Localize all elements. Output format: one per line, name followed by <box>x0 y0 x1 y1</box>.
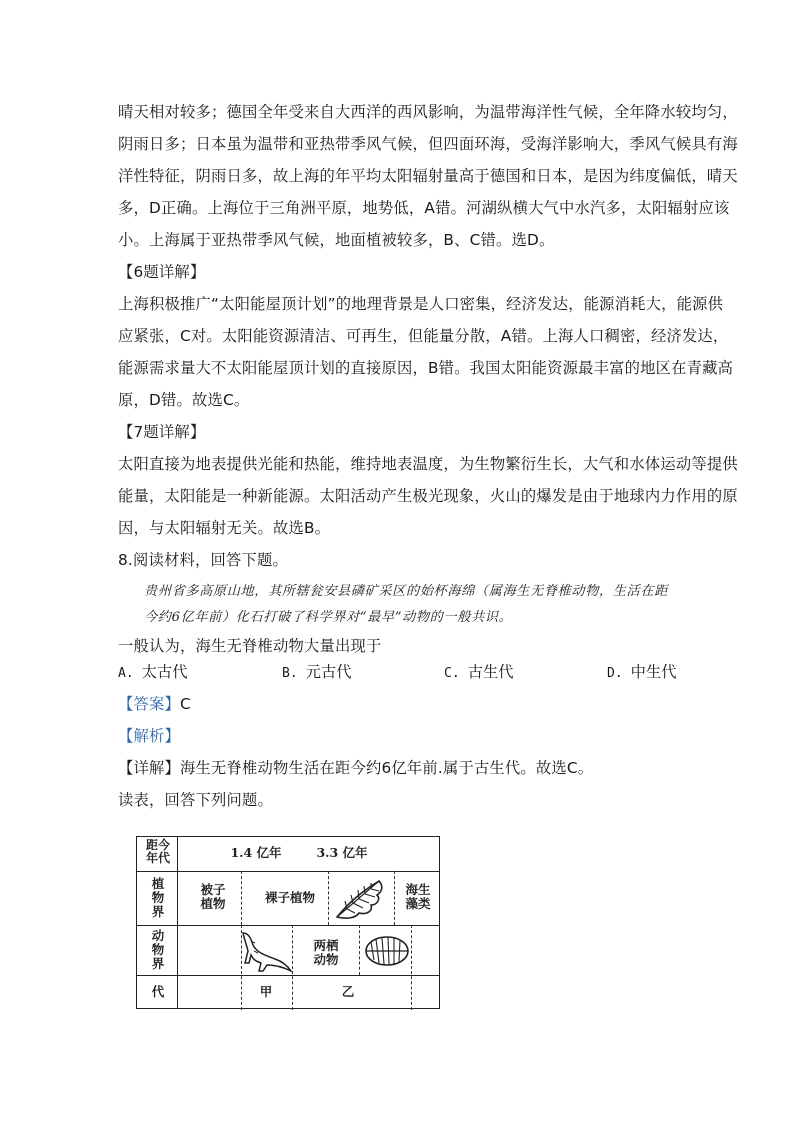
plant-marine-algae-label: 海生 藻类 <box>405 882 431 911</box>
option-letter: D. <box>607 666 623 681</box>
plant-gymnosperm-label: 裸子植物 <box>264 890 315 905</box>
q7-heading: 【7题详解】 <box>118 423 206 441</box>
trilobite-icon <box>363 933 411 969</box>
option-a <box>118 662 188 684</box>
row-header-time: 距今 年代 <box>145 838 170 865</box>
option-d <box>607 662 677 684</box>
detail-label: 【详解】 <box>118 759 180 777</box>
row-header-animals: 动 物 界 <box>151 928 165 971</box>
time-label-1: 1.4 亿年 <box>230 845 282 860</box>
table-row-divider <box>137 925 439 926</box>
reading-material-line: 今约6亿年前）化石打破了科学界对“最早”动物的一般共识。 <box>144 610 513 625</box>
row-header-era: 代 <box>151 984 165 999</box>
analysis-label: 【解析】 <box>118 727 180 745</box>
option-text: 元古代 <box>305 663 352 681</box>
text-line: 洋性特征，阴雨日多，故上海的年平均太阳辐射量高于德国和日本，是因为纬度偏低，晴天 <box>118 167 738 185</box>
option-letter: A. <box>118 666 134 681</box>
era-boundary-dash <box>241 871 242 925</box>
q8-question: 一般认为，海生无脊椎动物大量出现于 <box>118 637 382 655</box>
q6-heading: 【6题详解】 <box>118 263 206 281</box>
text-line: 能量，太阳能是一种新能源。太阳活动产生极光现象，火山的爆发是由于地球内力作用的原 <box>118 487 738 505</box>
table-row-divider <box>137 975 439 976</box>
table-column-divider <box>177 837 178 1008</box>
option-text: 中生代 <box>630 663 677 681</box>
fern-leaf-icon <box>333 875 389 921</box>
detail-line <box>118 758 593 778</box>
text-line: 原，D错。故选C。 <box>118 391 250 409</box>
plant-angiosperm-label: 被子 植物 <box>200 882 226 911</box>
option-text: 古生代 <box>467 663 514 681</box>
option-letter: C. <box>444 666 460 681</box>
text-line: 太阳直接为地表提供光能和热能，维持地表温度，为生物繁衍生长，大气和水体运动等提供 <box>118 455 738 473</box>
era-boundary-dash <box>359 925 360 975</box>
q8-intro: 8.阅读材料，回答下题。 <box>118 551 288 569</box>
era-jia-label: 甲 <box>259 984 273 999</box>
option-b <box>282 662 352 684</box>
dinosaur-icon <box>241 929 293 973</box>
answer-value: C <box>180 695 191 713</box>
era-boundary-dash <box>328 871 329 925</box>
detail-text: 海生无脊椎动物生活在距今约6亿年前.属于古生代。故选C。 <box>180 759 594 777</box>
era-boundary-dash <box>394 871 395 925</box>
text-line: 阴雨日多；日本虽为温带和亚热带季风气候，但四面环海，受海洋影响大，季风气候具有海 <box>118 135 738 153</box>
geologic-era-table <box>136 836 440 1009</box>
text-line: 晴天相对较多；德国全年受来自大西洋的西风影响，为温带海洋性气候，全年降水较均匀， <box>118 103 738 121</box>
answer-line <box>118 694 191 714</box>
animal-amphibian-label: 两栖 动物 <box>313 938 339 967</box>
text-line: 多，D正确。上海位于三角洲平原，地势低，A错。河湖纵横大气中水汽多，太阳辐射应该 <box>118 199 730 217</box>
text-line: 能源需求量大不太阳能屋顶计划的直接原因，B错。我国太阳能资源最丰富的地区在青藏高 <box>118 359 734 377</box>
time-label-2: 3.3 亿年 <box>316 845 368 860</box>
text-line: 因，与太阳辐射无关。故选B。 <box>118 519 331 537</box>
text-line: 上海积极推广“太阳能屋顶计划”的地理背景是人口密集，经济发达，能源消耗大，能源供 <box>118 295 724 313</box>
era-yi-label: 乙 <box>341 984 355 999</box>
era-boundary-dash <box>411 925 412 1010</box>
option-text: 太古代 <box>141 663 188 681</box>
row-header-plants: 植 物 界 <box>151 876 165 919</box>
text-line: 小。上海属于亚热带季风气候，地面植被较多，B、C错。选D。 <box>118 231 555 249</box>
option-c <box>444 662 514 684</box>
text-line: 应紧张，C对。太阳能资源清洁、可再生，但能量分散，A错。上海人口稠密，经济发达， <box>118 327 729 345</box>
table-intro: 读表，回答下列问题。 <box>118 791 273 809</box>
option-letter: B. <box>282 666 298 681</box>
reading-material-line: 贵州省多高原山地，其所辖瓮安县磷矿采区的始杯海绵（属海生无脊椎动物，生活在距 <box>144 584 668 599</box>
answer-label: 【答案】 <box>118 695 180 713</box>
